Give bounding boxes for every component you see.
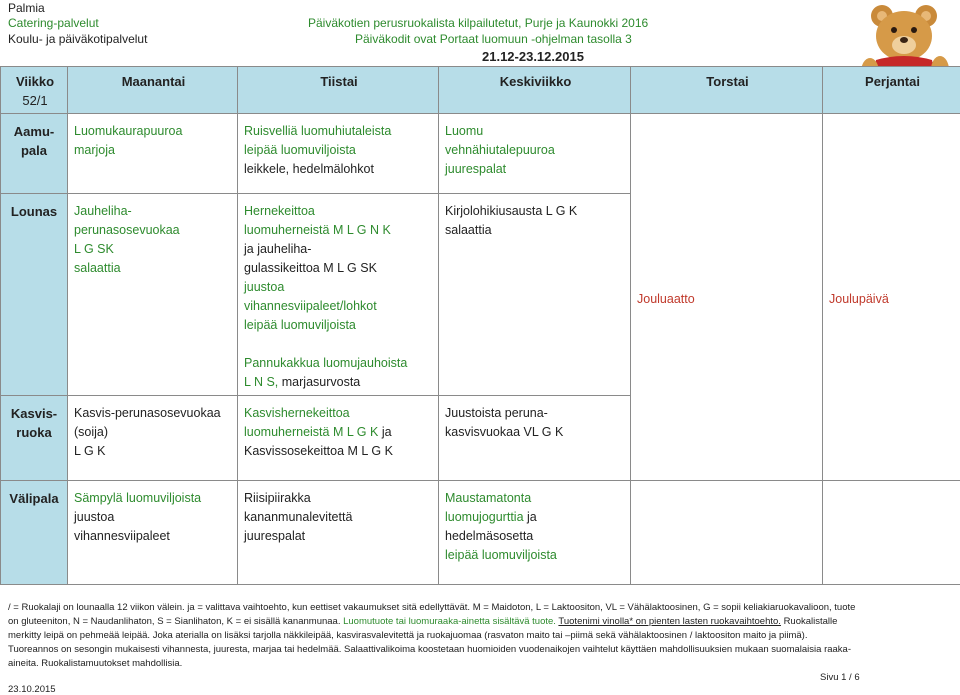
menu-cell-mon-breakfast [68,114,238,194]
menu-item: juustoa [74,510,115,524]
footnote-text: on gluteeniton, N = Naudanlihaton, S = Sianlihaton, K = ei sisällä kananmunaa. [8,616,341,627]
holiday-label-christmas-eve: Jouluaatto [637,292,695,306]
meal-label-breakfast [1,114,68,194]
menu-item: gulassikeittoa M L G SK [244,261,377,275]
footnote-line: / = Ruokalaji on lounaalla 12 viikon välein. ja = valittava vaihtoehto, kun eettiset vakaumukset sitä edellyttävät. M = Maidoton, L = Laktoositon, VL = Vähälaktoosinen, G = sopii keliakiaruokavalioon, tuote [8,602,856,613]
menu-item: leipää luomuviljoista [244,318,356,332]
menu-item: marjoja [74,143,115,157]
menu-item: Kirjolohikiusausta L G K [445,204,578,218]
menu-item: L G SK [74,242,114,256]
menu-spacer [244,335,434,354]
day-header-tuesday: Tiistai [238,67,439,114]
menu-item: marjasurvosta [281,375,361,389]
menu-item: kananmunalevitettä [244,510,353,524]
menu-item: L N S, [244,375,279,389]
menu-cell-wed-lunch [439,194,631,396]
menu-cell-tue-lunch [238,194,439,396]
menu-item: juurespalat [445,162,507,176]
day-header-friday: Perjantai [823,67,960,114]
menu-item: juustoa [244,280,285,294]
menu-cell-wed-snack [439,481,631,585]
menu-cell-thu-snack [631,481,823,585]
menu-item: perunasosevuokaa [74,223,180,237]
menu-item: salaattia [74,261,121,275]
menu-item: luomuherneistä M L G K [244,425,379,439]
menu-item: Kasvis-perunasosevuokaa [74,406,221,420]
meal-label-line: Kasvis- [10,406,58,421]
holiday-label-christmas-day: Joulupäivä [829,292,889,306]
org-name: Palmia [8,1,45,15]
menu-item: leipää luomuviljoista [244,143,356,157]
footnote-organic-note: Luomutuote tai luomuraaka-ainetta sisältävä tuote. [343,616,556,627]
menu-item: Pannukakkua luomujauhoista [244,356,408,370]
footnote [8,601,948,671]
menu-cell-fri-snack [823,481,960,585]
menu-item: Hernekeittoa [244,204,315,218]
menu-cell-mon-snack [68,481,238,585]
table-row [1,114,960,194]
menu-item: ja [381,425,392,439]
footnote-line: aineita. Ruokalistamuutokset mahdollisia. [8,658,183,669]
menu-item: Kasvissosekeittoa M L G K [244,444,393,458]
meal-label-snack: Välipala [1,481,68,585]
footnote-child-note: Tuotenimi vinolla* on pienten lasten ruokavaihtoehto. [558,616,781,627]
table-header-row [1,67,960,114]
menu-cell-fri-holiday [823,114,960,481]
day-header-wednesday: Keskiviikko [439,67,631,114]
menu-item: vihannesviipaleet/lohkot [244,299,377,313]
menu-item: Luomu [445,124,484,138]
week-header [1,67,68,114]
menu-cell-thu-holiday [631,114,823,481]
menu-item: hedelmäsosetta [445,529,534,543]
meal-label-vegetarian [1,396,68,481]
meal-label-line: pala [20,143,47,158]
menu-item: Jauheliha- [74,204,132,218]
menu-item: luomuherneistä M L G N K [244,223,391,237]
menu-item: luomujogurttia [445,510,524,524]
menu-cell-mon-vegetarian [68,396,238,481]
menu-cell-wed-vegetarian [439,396,631,481]
footnote-text: Ruokalistalle [783,616,838,627]
document-date: 23.10.2015 [8,684,56,695]
document-title: Päiväkotien perusruokalista kilpailutetut, Purje ja Kaunokki 2016 [308,16,649,30]
menu-item: ja jauheliha- [244,242,312,256]
date-period: 21.12-23.12.2015 [482,49,584,64]
document-subtitle: Päiväkodit ovat Portaat luomuun -ohjelman tasolla 3 [355,32,632,46]
meal-label-lunch: Lounas [1,194,68,396]
menu-item: Ruisvelliä luomuhiutaleista [244,124,392,138]
menu-cell-tue-breakfast [238,114,439,194]
table-row [1,481,960,585]
menu-cell-tue-snack [238,481,439,585]
week-number: 52/1 [22,93,48,108]
menu-item: salaattia [445,223,492,237]
menu-cell-wed-breakfast [439,114,631,194]
meal-label-line: Aamu- [13,124,55,139]
day-header-thursday: Torstai [631,67,823,114]
menu-item: leipää luomuviljoista [445,548,557,562]
footnote-line: merkitty leipä on pehmeää leipää. Joka aterialla on lisäksi tarjolla näkkileipää, kasvirasvalevitettä ja ruokajuomaa (rasvaton maito tai –piimä sekä vähälaktoosinen / laktoositon maito ja piimä). [8,630,808,641]
day-header-monday: Maanantai [68,67,238,114]
menu-item: Luomukaurapuuroa [74,124,183,138]
unit-name: Catering-palvelut [8,16,99,30]
menu-item: leikkele, hedelmälohkot [244,162,374,176]
menu-item: vehnähiutalepuuroa [445,143,555,157]
weekly-menu-table [0,66,960,585]
menu-item: Riisipiirakka [244,491,311,505]
footnote-line [8,615,948,629]
menu-item: (soija) [74,425,109,439]
menu-cell-mon-lunch [68,194,238,396]
menu-item: kasvisvuokaa VL G K [445,425,564,439]
menu-cell-tue-vegetarian [238,396,439,481]
page-number: Sivu 1 / 6 [820,672,860,683]
menu-item: juurespalat [244,529,306,543]
service-name: Koulu- ja päiväkotipalvelut [8,32,148,46]
menu-item: L G K [74,444,106,458]
menu-item: ja [527,510,537,524]
menu-item: Kasvishernekeittoa [244,406,350,420]
menu-item: vihannesviipaleet [74,529,170,543]
meal-label-line: ruoka [16,425,52,440]
menu-item: Sämpylä luomuviljoista [74,491,202,505]
footnote-line: Tuoreannos on sesongin mukaisesti vihannesta, juuresta, marjaa tai hedelmää. Salaattivalikoima koostetaan huomioiden vuodenaikojen vaihtelut käyttäen mahdollisuuksien mukaan suomalaisia raaka- [8,644,851,655]
week-label: Viikko [15,74,55,89]
menu-item: Maustamatonta [445,491,532,505]
menu-item: Juustoista peruna- [445,406,548,420]
